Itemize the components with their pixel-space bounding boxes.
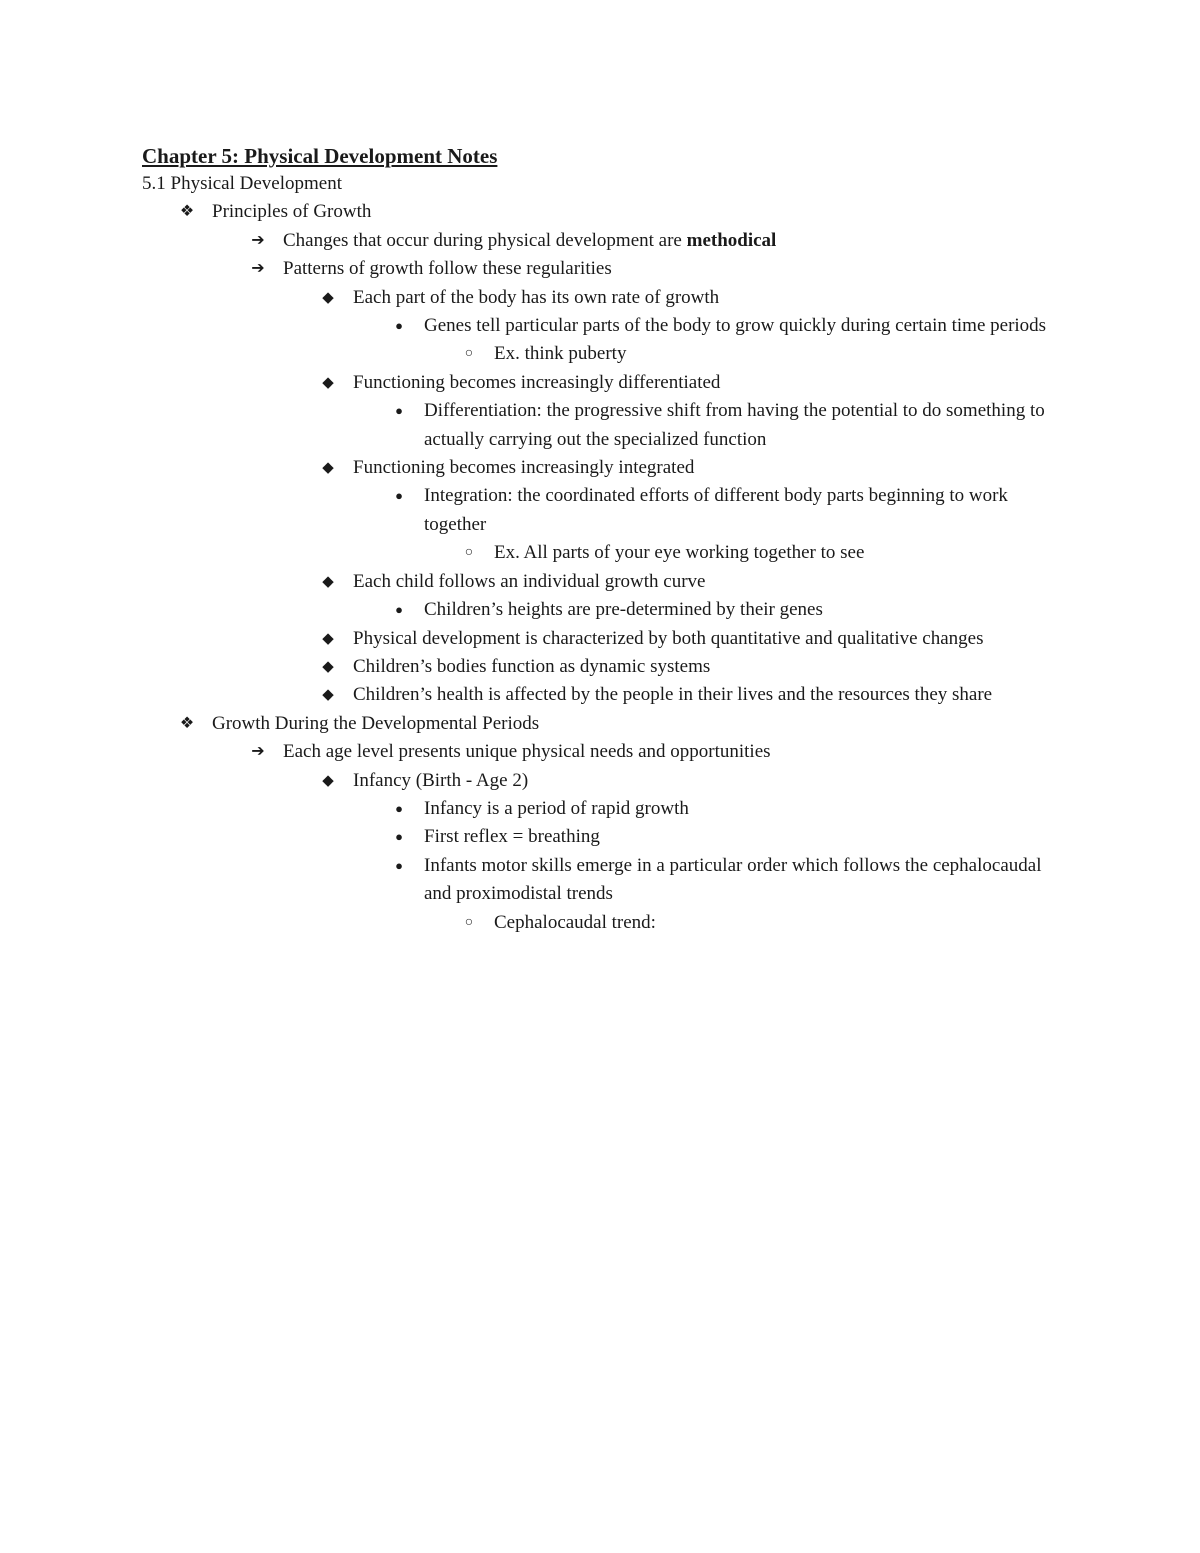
outline-item-text-run: Patterns of growth follow these regularities (283, 258, 612, 280)
outline-item-text (353, 681, 1062, 709)
outline-item-text-run: Integration: the coordinated efforts of different body parts beginning to work together (424, 485, 1008, 535)
outline-item-text-run: Functioning becomes increasingly integrated (353, 457, 695, 479)
solid-circle-bullet-icon: ● (395, 857, 403, 873)
solid-diamond-bullet-icon: ◆ (322, 687, 334, 704)
solid-circle-bullet-icon: ● (395, 403, 403, 419)
solid-diamond-bullet-icon: ◆ (322, 460, 334, 477)
outline-item-level-1 (142, 710, 1062, 738)
outline-item-text-run: Genes tell particular parts of the body to grow quickly during certain time periods (424, 315, 1047, 337)
outline-item-text (353, 454, 1062, 482)
outline-item-text (494, 539, 1062, 567)
solid-circle-bullet-icon: ● (395, 829, 403, 845)
outline-item-text-run: Changes that occur during physical development are (283, 229, 687, 251)
diamond-flourish-bullet-icon: ❖ (179, 714, 195, 732)
solid-diamond-bullet-icon: ◆ (322, 374, 334, 391)
hollow-circle-bullet-icon: ○ (464, 346, 474, 362)
solid-circle-bullet-icon: ● (395, 318, 403, 334)
outline-item-level-4 (142, 852, 1062, 909)
outline-item-level-3 (142, 767, 1062, 795)
outline-item-text (353, 767, 1062, 795)
outline-item-text (283, 738, 1062, 766)
outline-item-text-run: First reflex = breathing (424, 826, 600, 848)
outline-item-text (212, 710, 1062, 738)
outline-item-text (494, 909, 1062, 937)
outline-item-level-4 (142, 795, 1062, 823)
outline-item-text-run: Children’s health is affected by the people in their lives and the resources they share (353, 684, 993, 706)
outline-item-text-run: Principles of Growth (212, 201, 372, 223)
outline-item-level-3 (142, 369, 1062, 397)
outline-item-text (424, 823, 1062, 851)
outline-item-level-3 (142, 454, 1062, 482)
outline-item-level-3 (142, 625, 1062, 653)
outline-item-text-run: Infants motor skills emerge in a particular order which follows the cephalocaudal and proximodistal trends (424, 854, 1042, 905)
outline-item-text (424, 852, 1062, 909)
outline-item-level-4 (142, 397, 1062, 454)
section-heading: 5.1 Physical Development (142, 173, 342, 194)
outline-item-text (424, 795, 1062, 823)
outline-item-text (424, 312, 1062, 340)
outline-item-text-run: Children’s bodies function as dynamic systems (353, 655, 711, 677)
outline-item-level-2 (142, 227, 1062, 255)
solid-diamond-bullet-icon: ◆ (322, 630, 334, 647)
outline-item-level-2 (142, 738, 1062, 766)
outline-item-text (283, 227, 1062, 255)
outline-item-text-run: Ex. All parts of your eye working together to see (494, 542, 865, 564)
page-title: Chapter 5: Physical Development Notes (142, 144, 498, 168)
outline-item-level-4 (142, 482, 1062, 539)
outline-item-level-3 (142, 653, 1062, 681)
outline-item-text (494, 340, 1062, 368)
outline-item-text-run: Each part of the body has its own rate of growth (353, 286, 720, 308)
outline-item-text-run: Children’s heights are pre-determined by their genes (424, 599, 823, 621)
outline-item-text-run: Ex. think puberty (494, 343, 627, 365)
document-body (142, 142, 1062, 937)
outline-item-text (424, 596, 1062, 624)
arrow-bullet-icon: ➔ (251, 231, 265, 249)
outline-item-text (353, 625, 1062, 653)
outline-item-level-5 (142, 909, 1062, 937)
arrow-bullet-icon: ➔ (251, 743, 265, 761)
outline-item-text-run: Cephalocaudal trend: (494, 911, 656, 933)
outline-item-text-run: Infancy (Birth - Age 2) (353, 769, 529, 791)
outline-item-level-5 (142, 539, 1062, 567)
outline-item-text (424, 397, 1062, 454)
outline-item-text-run: Differentiation: the progressive shift from having the potential to do something to actually carrying out the specialized function (424, 400, 1045, 450)
solid-circle-bullet-icon: ● (395, 488, 403, 504)
solid-diamond-bullet-icon: ◆ (322, 289, 334, 306)
outline-item-text-run: Each age level presents unique physical needs and opportunities (283, 741, 771, 763)
outline-item-level-5 (142, 340, 1062, 368)
outline-item-text-run: Infancy is a period of rapid growth (424, 797, 689, 819)
outline-item-text (353, 653, 1062, 681)
solid-circle-bullet-icon: ● (395, 800, 403, 816)
diamond-flourish-bullet-icon: ❖ (179, 203, 195, 221)
solid-diamond-bullet-icon: ◆ (322, 772, 334, 789)
outline-item-level-2 (142, 255, 1062, 283)
outline-item-text (353, 284, 1062, 312)
outline-item-text-run: Growth During the Developmental Periods (212, 712, 540, 734)
arrow-bullet-icon: ➔ (251, 260, 265, 278)
outline-item-text (353, 568, 1062, 596)
outline-item-text (212, 198, 1062, 226)
solid-circle-bullet-icon: ● (395, 602, 403, 618)
hollow-circle-bullet-icon: ○ (464, 545, 474, 561)
outline-item-level-1 (142, 198, 1062, 226)
outline-item-text (283, 255, 1062, 283)
outline-item-text-run: Functioning becomes increasingly differentiated (353, 371, 721, 393)
hollow-circle-bullet-icon: ○ (464, 914, 474, 930)
outline-item-level-4 (142, 823, 1062, 851)
solid-diamond-bullet-icon: ◆ (322, 658, 334, 675)
notes-outline (142, 198, 1062, 937)
outline-item-text-run: Each child follows an individual growth curve (353, 570, 706, 592)
outline-item-level-4 (142, 596, 1062, 624)
outline-item-text (353, 369, 1062, 397)
outline-item-level-3 (142, 681, 1062, 709)
outline-item-level-3 (142, 284, 1062, 312)
outline-item-level-4 (142, 312, 1062, 340)
outline-item-text-run: Physical development is characterized by both quantitative and qualitative changes (353, 627, 984, 649)
solid-diamond-bullet-icon: ◆ (322, 573, 334, 590)
outline-item-level-3 (142, 568, 1062, 596)
outline-item-bold-term: methodical (686, 229, 777, 251)
outline-item-text (424, 482, 1062, 539)
